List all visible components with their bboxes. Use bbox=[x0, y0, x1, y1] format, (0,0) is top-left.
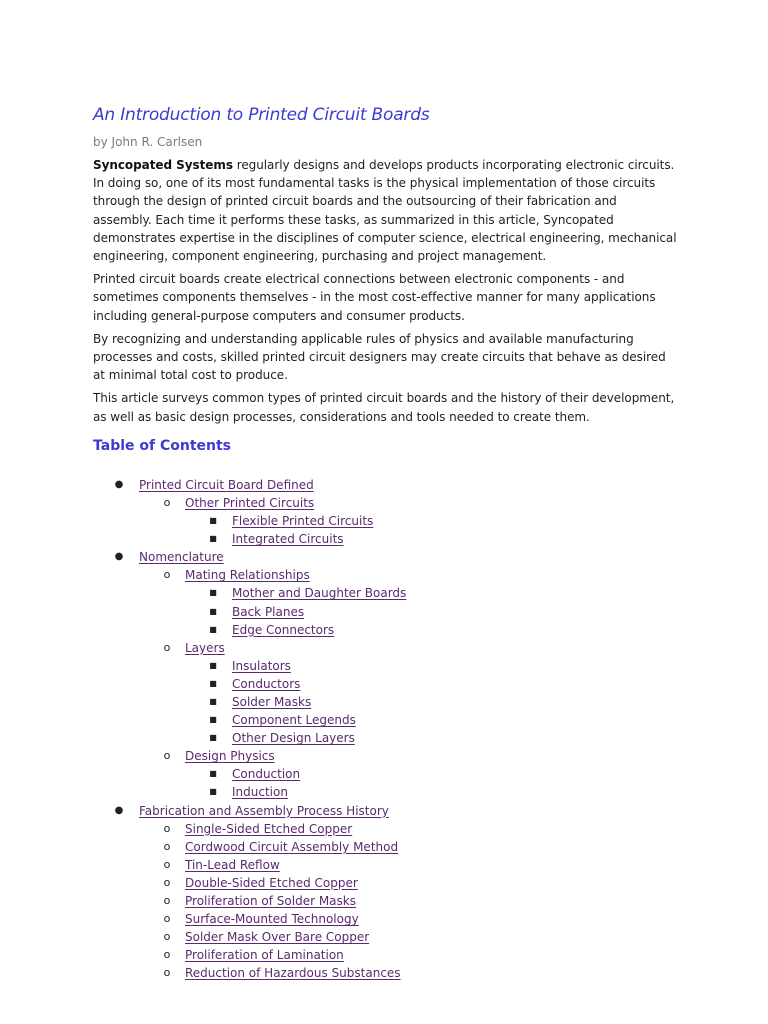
toc-link[interactable]: Double-Sided Etched Copper bbox=[185, 875, 358, 890]
toc-link[interactable]: Surface-Mounted Technology bbox=[185, 912, 359, 927]
bullet-icon: ■ bbox=[209, 715, 217, 725]
toc-item bbox=[93, 964, 678, 982]
toc-link[interactable]: Mating Relationships bbox=[185, 568, 310, 583]
bullet-icon: ■ bbox=[209, 624, 217, 634]
toc-link[interactable]: Other Design Layers bbox=[232, 731, 355, 746]
toc-link[interactable]: Cordwood Circuit Assembly Method bbox=[185, 839, 399, 854]
bullet-icon: ■ bbox=[209, 769, 217, 779]
toc-link[interactable]: Flexible Printed Circuits bbox=[232, 514, 374, 529]
article-byline: by John R. Carlsen bbox=[93, 135, 203, 149]
toc-item bbox=[93, 747, 678, 765]
toc-item bbox=[93, 603, 678, 621]
bullet-icon: ● bbox=[114, 551, 124, 563]
toc-item bbox=[93, 838, 678, 856]
article-title: An Introduction to Printed Circuit Boards bbox=[93, 105, 430, 125]
toc-link[interactable]: Mother and Daughter Boards bbox=[232, 586, 407, 601]
bullet-icon: ■ bbox=[209, 787, 217, 797]
toc-link[interactable]: Conduction bbox=[232, 767, 301, 782]
bullet-icon: ■ bbox=[209, 733, 217, 743]
toc-link[interactable]: Edge Connectors bbox=[232, 622, 335, 637]
toc-item bbox=[93, 856, 678, 874]
toc-link[interactable]: Fabrication and Assembly Process History bbox=[139, 803, 389, 818]
toc-item bbox=[93, 476, 678, 494]
toc-item bbox=[93, 494, 678, 512]
toc-link[interactable]: Insulators bbox=[232, 658, 291, 673]
bullet-icon: ■ bbox=[209, 660, 217, 670]
toc-item bbox=[93, 928, 678, 946]
toc-link[interactable]: Design Physics bbox=[185, 749, 275, 764]
paragraph-2: Printed circuit boards create electrical connections between electronic components - and sometimes components themselves - in the most cost-effective manner for many applications including general-purpose computers and consumer products. bbox=[93, 272, 656, 323]
toc-item bbox=[93, 657, 678, 675]
toc-item bbox=[93, 820, 678, 838]
bullet-icon: ■ bbox=[209, 516, 217, 526]
toc-item bbox=[93, 530, 678, 548]
intro-text: regularly designs and develops products incorporating electronic circuits. In doing so, one of its most fundamental tasks is the physical implementation of those circuits through the design of printed circuit boards and the outsourcing of their fabrication and assembly. Each time it performs these tasks, as summarized in this article, Syncopated demonstrates expertise in the disciplines of computer science, electrical engineering, mechanical engineering, component engineering, purchasing and project management. bbox=[93, 158, 677, 264]
bullet-icon: ● bbox=[114, 478, 124, 490]
toc-link[interactable]: Induction bbox=[232, 785, 288, 800]
bullet-icon: o bbox=[163, 640, 171, 654]
bullet-icon: ■ bbox=[209, 588, 217, 598]
toc-link[interactable]: Solder Masks bbox=[232, 694, 312, 709]
toc-link[interactable]: Single-Sided Etched Copper bbox=[185, 821, 353, 836]
bullet-icon: o bbox=[163, 948, 171, 962]
paragraph-4: This article surveys common types of printed circuit boards and the history of their development, as well as basic design processes, considerations and tools needed to create them. bbox=[93, 391, 675, 424]
paragraph-3: By recognizing and understanding applicable rules of physics and available manufacturing processes and costs, skilled printed circuit designers may create circuits that behave as desired at minimal total cost to produce. bbox=[93, 331, 666, 383]
toc-item bbox=[93, 802, 678, 820]
toc-item bbox=[93, 729, 678, 747]
toc-link[interactable]: Reduction of Hazardous Substances bbox=[185, 966, 401, 981]
toc-link[interactable]: Layers bbox=[185, 640, 225, 655]
bullet-icon: o bbox=[163, 839, 171, 853]
bullet-icon: ■ bbox=[209, 534, 217, 544]
table-of-contents bbox=[93, 476, 678, 983]
bullet-icon: ■ bbox=[209, 606, 217, 616]
bullet-icon: o bbox=[163, 875, 171, 889]
toc-link[interactable]: Component Legends bbox=[232, 713, 356, 728]
bullet-icon: o bbox=[163, 894, 171, 907]
bullet-icon: o bbox=[163, 749, 171, 763]
toc-item bbox=[93, 566, 678, 584]
toc-heading: Table of Contents bbox=[93, 437, 232, 454]
company-name: Syncopated Systems bbox=[93, 158, 233, 172]
bullet-icon: o bbox=[163, 495, 171, 509]
bullet-icon: ● bbox=[114, 804, 124, 816]
toc-link[interactable]: Proliferation of Solder Masks bbox=[185, 894, 356, 908]
toc-item bbox=[93, 874, 678, 892]
toc-link[interactable]: Back Planes bbox=[232, 604, 305, 619]
toc-link[interactable]: Solder Mask Over Bare Copper bbox=[185, 930, 370, 945]
toc-item bbox=[93, 675, 678, 693]
bullet-icon: o bbox=[163, 912, 171, 926]
bullet-icon: o bbox=[163, 821, 171, 835]
toc-link[interactable]: Nomenclature bbox=[139, 550, 224, 565]
toc-item bbox=[93, 783, 678, 801]
toc-item bbox=[93, 693, 678, 711]
toc-item bbox=[93, 584, 678, 602]
toc-item bbox=[93, 711, 678, 729]
bullet-icon: ■ bbox=[209, 696, 217, 706]
bullet-icon: o bbox=[163, 857, 171, 871]
toc-item bbox=[93, 512, 678, 530]
toc-item bbox=[93, 765, 678, 783]
toc-item bbox=[93, 910, 678, 928]
toc-link[interactable]: Integrated Circuits bbox=[232, 532, 344, 547]
toc-item bbox=[93, 892, 678, 910]
bullet-icon: o bbox=[163, 930, 171, 944]
article bbox=[93, 104, 678, 982]
toc-link[interactable]: Proliferation of Lamination bbox=[185, 948, 344, 963]
bullet-icon: o bbox=[163, 568, 171, 582]
toc-item bbox=[93, 548, 678, 566]
toc-link[interactable]: Printed Circuit Board Defined bbox=[139, 477, 314, 492]
toc-item bbox=[93, 639, 678, 657]
toc-link[interactable]: Conductors bbox=[232, 676, 301, 691]
toc-item bbox=[93, 621, 678, 639]
intro-paragraph bbox=[93, 156, 678, 265]
toc-item bbox=[93, 946, 678, 964]
toc-link[interactable]: Tin-Lead Reflow bbox=[185, 857, 280, 872]
bullet-icon: ■ bbox=[209, 678, 217, 688]
toc-link[interactable]: Other Printed Circuits bbox=[185, 495, 315, 510]
bullet-icon: o bbox=[163, 966, 171, 980]
